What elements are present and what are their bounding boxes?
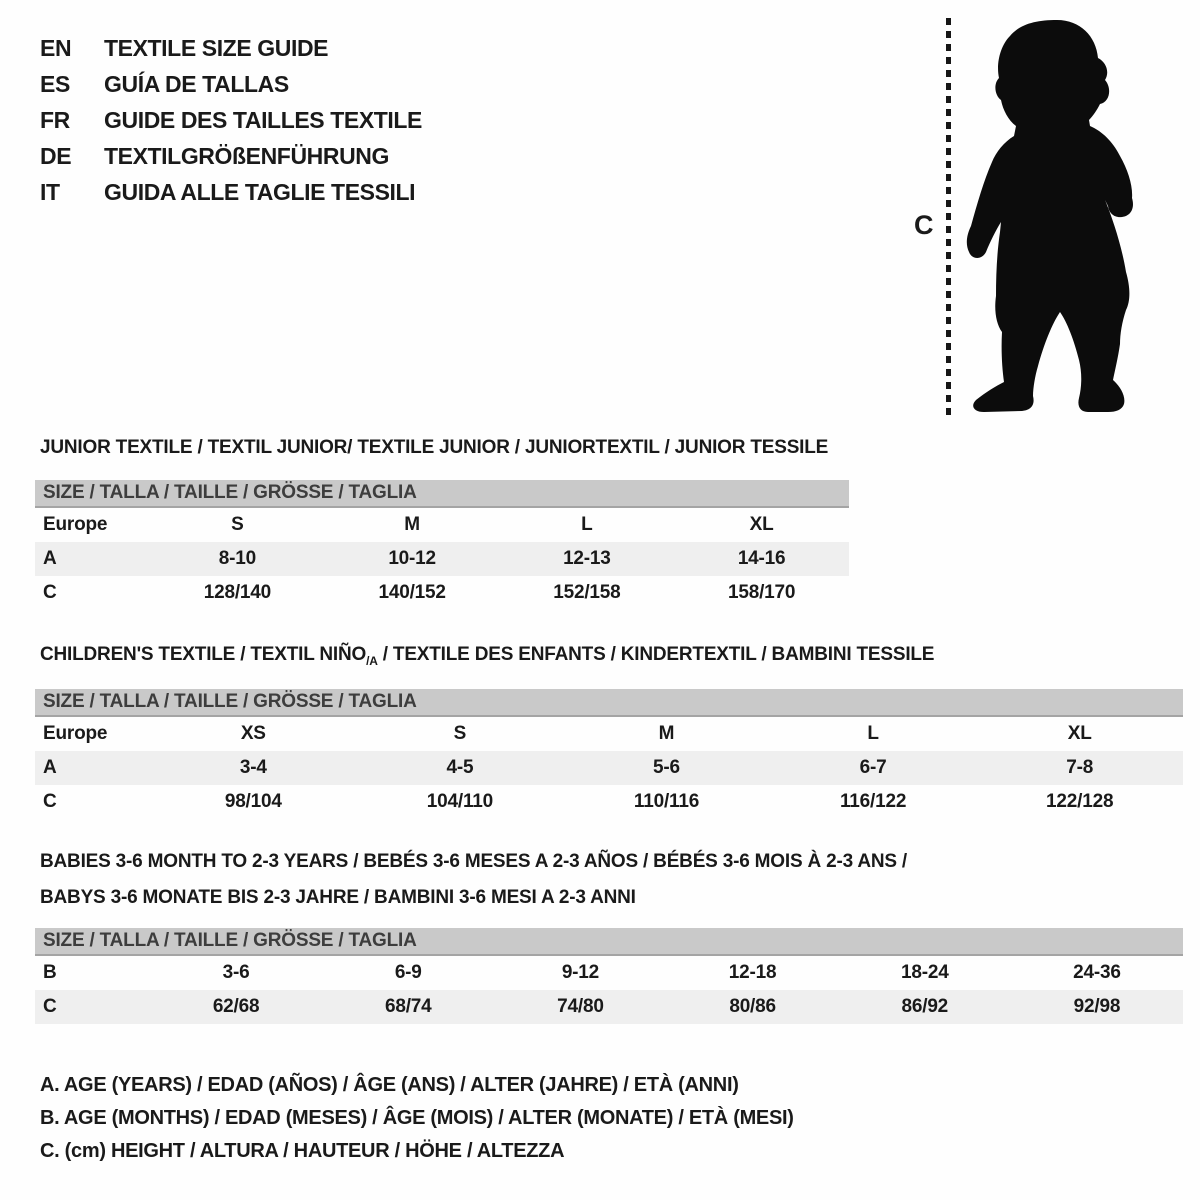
- height-cell: 98/104: [224, 791, 282, 812]
- babies-section-title-line2: BABYS 3-6 MONATE BIS 2-3 JAHRE / BAMBINI 3-6 MESI A 2-3 ANNI: [40, 887, 636, 908]
- height-cell: 92/98: [1073, 996, 1121, 1017]
- lang-code: IT: [40, 178, 60, 205]
- lang-label: GUIDE DES TAILLES TEXTILE: [104, 106, 422, 133]
- size-cell: M: [404, 514, 420, 535]
- children-section-title: [40, 644, 934, 668]
- age-cell: 14-16: [737, 548, 786, 569]
- age-cell: 10-12: [388, 548, 436, 569]
- babies-section-title-line1: BABIES 3-6 MONTH TO 2-3 YEARS / BEBÉS 3-6 MESES A 2-3 AÑOS / BÉBÉS 3-6 MOIS À 2-3 ANS /: [40, 851, 908, 872]
- lang-row-de: [40, 138, 422, 174]
- height-cell: 68/74: [384, 996, 432, 1017]
- height-cell: 86/92: [901, 996, 949, 1017]
- size-cell: M: [658, 723, 675, 744]
- babies-table: [35, 956, 1183, 1024]
- age-cell: 3-4: [239, 757, 267, 778]
- size-cell: L: [867, 723, 879, 744]
- row-label: Europe: [43, 723, 108, 744]
- lang-code: FR: [40, 106, 70, 133]
- table-row: [35, 576, 849, 610]
- children-title-subscript: /A: [366, 654, 378, 668]
- height-cell: 62/68: [212, 996, 260, 1017]
- lang-code: ES: [40, 70, 70, 97]
- children-title-main: CHILDREN'S TEXTILE / TEXTIL NIÑO: [40, 644, 367, 665]
- months-cell: 3-6: [222, 962, 250, 983]
- table-row: [35, 785, 1183, 819]
- table-row: [35, 542, 849, 576]
- lang-code: DE: [40, 142, 72, 169]
- months-cell: 9-12: [561, 962, 600, 983]
- lang-row-fr: [40, 102, 422, 138]
- age-cell: 6-7: [859, 757, 887, 778]
- legend-height-cm: C. (cm) HEIGHT / ALTURA / HAUTEUR / HÖHE / ALTEZZA: [40, 1140, 565, 1162]
- lang-row-it: [40, 174, 422, 210]
- table-row: [35, 956, 1183, 990]
- size-cell: XS: [240, 723, 266, 744]
- lang-label: GUÍA DE TALLAS: [104, 70, 289, 97]
- legend-age-years: A. AGE (YEARS) / EDAD (AÑOS) / ÂGE (ANS) / ALTER (JAHRE) / ETÀ (ANNI): [40, 1074, 739, 1096]
- height-cell: 104/110: [426, 791, 493, 812]
- lang-label: GUIDA ALLE TAGLIE TESSILI: [104, 178, 416, 205]
- height-cell: 116/122: [839, 791, 907, 812]
- size-cell: S: [453, 723, 467, 744]
- legend-age-months: B. AGE (MONTHS) / EDAD (MESES) / ÂGE (MOIS) / ALTER (MONATE) / ETÀ (MESI): [40, 1107, 794, 1129]
- toddler-silhouette-icon: [962, 14, 1144, 418]
- table-row: [35, 751, 1183, 785]
- lang-code: EN: [40, 34, 72, 61]
- measurement-legend: [40, 1069, 794, 1168]
- row-label: C: [43, 996, 57, 1017]
- children-size-header: SIZE / TALLA / TAILLE / GRÖSSE / TAGLIA: [35, 689, 1183, 717]
- height-cell: 110/116: [633, 791, 700, 812]
- age-cell: 5-6: [653, 757, 680, 778]
- height-cell: 140/152: [378, 582, 446, 603]
- children-title-rest: / TEXTILE DES ENFANTS / KINDERTEXTIL / BAMBINI TESSILE: [377, 644, 935, 665]
- size-cell: S: [231, 514, 244, 535]
- row-label: A: [43, 757, 57, 778]
- age-cell: 4-5: [446, 757, 474, 778]
- junior-section-title: JUNIOR TEXTILE / TEXTIL JUNIOR/ TEXTILE JUNIOR / JUNIORTEXTIL / JUNIOR TESSILE: [40, 437, 829, 458]
- size-cell: L: [581, 514, 593, 535]
- age-cell: 7-8: [1066, 757, 1094, 778]
- months-cell: 18-24: [900, 962, 949, 983]
- junior-table: [35, 508, 849, 610]
- children-table: [35, 717, 1183, 819]
- height-cell: 122/128: [1046, 791, 1114, 812]
- row-label: B: [43, 962, 57, 983]
- size-cell: XL: [1067, 723, 1092, 744]
- table-row: [35, 508, 849, 542]
- lang-row-es: [40, 66, 422, 102]
- row-label: C: [43, 791, 57, 812]
- row-label: C: [43, 582, 57, 603]
- age-cell: 12-13: [563, 548, 611, 569]
- lang-label: TEXTILGRÖßENFÜHRUNG: [104, 142, 389, 169]
- height-cell: 152/158: [553, 582, 621, 603]
- months-cell: 6-9: [394, 962, 422, 983]
- months-cell: 24-36: [1073, 962, 1121, 983]
- lang-label: TEXTILE SIZE GUIDE: [104, 34, 329, 61]
- row-label: Europe: [43, 514, 108, 535]
- height-cell: 74/80: [557, 996, 604, 1017]
- height-measure-dashed-line: [946, 18, 951, 416]
- height-cell: 158/170: [727, 582, 796, 603]
- height-cell: 128/140: [203, 582, 272, 603]
- lang-row-en: [40, 30, 422, 66]
- height-cell: 80/86: [729, 996, 776, 1017]
- babies-size-header: SIZE / TALLA / TAILLE / GRÖSSE / TAGLIA: [35, 928, 1183, 956]
- age-cell: 8-10: [218, 548, 256, 569]
- row-label: A: [43, 548, 57, 569]
- junior-size-header: SIZE / TALLA / TAILLE / GRÖSSE / TAGLIA: [35, 480, 849, 508]
- table-row: [35, 990, 1183, 1024]
- height-measure-label: C: [914, 210, 934, 240]
- table-row: [35, 717, 1183, 751]
- months-cell: 12-18: [728, 962, 777, 983]
- size-cell: XL: [749, 514, 774, 535]
- language-title-list: [40, 30, 422, 210]
